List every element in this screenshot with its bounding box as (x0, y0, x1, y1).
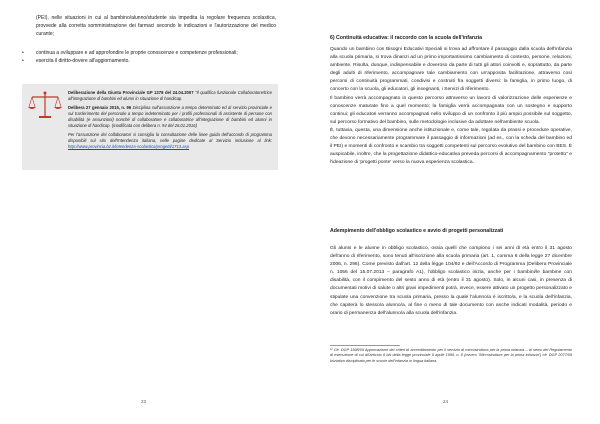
left-bullet-list (22, 49, 278, 65)
list-item (22, 49, 278, 57)
scales-of-justice-icon (28, 90, 62, 120)
legal-reference-2 (68, 105, 272, 129)
left-intro-paragraph: (PEI), nelle situazioni in cui al bambino/alunno/studente sia impedita la regolare frequenza scolastica, provvede alla corretta somministrazione dei farmaci secondo le indicazioni e l'autorizzazione del medico curante; (36, 15, 276, 37)
list-item (22, 57, 278, 65)
delibera-description: Disciplina sull'assunzione a tempo determinato ed al servizio provinciale e sul trasferimento del personale a tempo indeterminato per i profili professionali di assistente di persone con disabilità (e assunzioni) nonché di collaboratore e collaboratrice all'integrazione di bambini ed alunni in situazione di handicap. (modificata con delibera n. 94 del 26.01.2016) (68, 105, 272, 128)
page-number: 23 (141, 399, 147, 404)
delibera-title: Delibera 27 gennaio 2015, n. 96 (68, 105, 132, 110)
legal-reference-text (68, 90, 272, 153)
subsection-paragraph: Gli alunni e le alunne in obbligo scolastico, ossia quelli che compiono i sei anni di età entro il 31 agosto dell'anno di riferimento, sono tenuti all'iscrizione alla scuola primaria (art. 1, comma 6 della legge 27 dicembre 2006, n. 296). Come previsto dall'art. 12 della legge 104/92 e dell'Accordo di Programma (Delibera Provinciale n. 1056 del 15.07.2013 – paragrafo A1), l'obbligo scolastico inizia, anche per i bambini/le bambine con disabilità, con il compimento del sesto anno di età (entro il 31 agosto). Solo, in alcuni casi, in presenza di documentati motivi di salute o altri gravi impedimenti potrà, invece, essere attivato un progetto personalizzato e stipulate una convenzione tra scuola primaria, presso la quale l'alunno/a è iscritto/a, e la scuola dell'infanzia, che capiterà lo stesso/a alunno/a, al fine o meno di tale documento con anche indicati modalità, periodo e orario di permanenza dell'alunno/a alla scuola dell'infanzia. (330, 246, 572, 316)
right-page (300, 0, 600, 424)
bullet-icon: • (22, 50, 24, 56)
section-body (330, 46, 572, 167)
deliberation-title: Deliberazione della Giunta Provinciale GP 1378 del 24.04.2007 (68, 90, 194, 95)
page-number: 24 (443, 399, 449, 404)
deliberation-description: "Il qualifica funzionale Collaboratore/trice all'integrazione di bambini ed alunni in situazione di handicap. (68, 90, 272, 101)
footnote-divider (330, 345, 400, 346)
footnote: ¹² Cfr. DGP 1598/09 Approvazione dei criteri di accreditamento per il servizio di microstruttura per la prima infanzia – ai sensi del Regolamento di esecuzione di cui all'articolo 6 bis della legge provinciale 9 aprile 1996, n. 8 (ovvero "Microstrutture per la prima infanzia") cfr. DGP 2077/09 Iniziativa disciplinata per le scuole dell'infanzia in lingua italiana. (330, 348, 572, 363)
legal-reference-1 (68, 90, 272, 102)
section-heading: 6) Continuità educativa: il raccordo con la scuola dell'infanzia (330, 35, 482, 41)
legal-reference-3 (68, 132, 272, 150)
guidelines-note: Per l'assunzione dei collaboratori si consiglia la consultazione delle linee guida dell'accordo di programma disponibili sul sito dell'Intendenza italiana, nelle pagine dedicate al Servizio inclusione al link: (68, 132, 272, 143)
legal-reference-box (22, 84, 278, 170)
list-item-text: esercita il diritto-dovere all'aggiornamento. (36, 58, 130, 64)
bullet-icon: • (22, 58, 24, 64)
list-item-text: continua a sviluppare e ad approfondire le proprie conoscenze e competenze professionali; (36, 50, 238, 56)
subsection-heading: Adempimento dell'obbligo scolastico e avvio di progetti personalizzati (330, 228, 504, 234)
guidelines-link[interactable]: http://www.provincia.bz.it/intendenza-scolastica/progetti/1713.asp (68, 144, 190, 149)
paragraph: È, tuttavia, questa, una dimensione anche istituzionale e, come tale, regolata da prassi e procedure operative, che devono necessariamente programmare il passaggio di informazioni (ad es., con la scheda del bambino ed il PEI) e momenti di confronto e scambio tra soggetti competenti sul percorso evolutivo del bambino con BES. È auspicabile, inoltre, che la progettazione didattico-educativa preveda percorsi di accompagnamento "protetto" e l'ideazione di 'progetti ponte' verso la nuova esperienza scolastica. (330, 127, 572, 166)
paragraph: Quando un bambino con Bisogni Educativi Speciali si trova ad affrontare il passaggio dalla scuola dell'infanzia alla scuola primaria, si trova dinanzi ad un primo importantissimo cambiamento di contesto, persone, relazioni, ambiente. Risulta, dunque, indispensabile e doveroso da parte di tutti gli attori coinvolti e, soprattutto, da parte degli adulti di riferimento, accompagnare tale cambiamento con un'apposita facilitazione, attraverso così percorsi di continuità programmati, condivisi e costruiti fra soggetti diversi: la famiglia, in primo luogo, di concerto con la scuola, gli educatori, gli insegnanti, i Servizi di riferimento. (330, 47, 572, 93)
paragraph: Il bambino verrà accompagnato in questo percorso attraverso un lavoro di valorizzazione delle esperienze e conoscenze maturate fino a quel momento; la famiglia verrà accompagnata con un sostegno e supporto continui; gli educatori verranno accompagnati nello sviluppo di un confronto il più ampio possibile sul soggetto, sul percorso formativo del bambino, sulle metodologie inclusive da adottare nell'ambiente scuola. (330, 95, 572, 125)
